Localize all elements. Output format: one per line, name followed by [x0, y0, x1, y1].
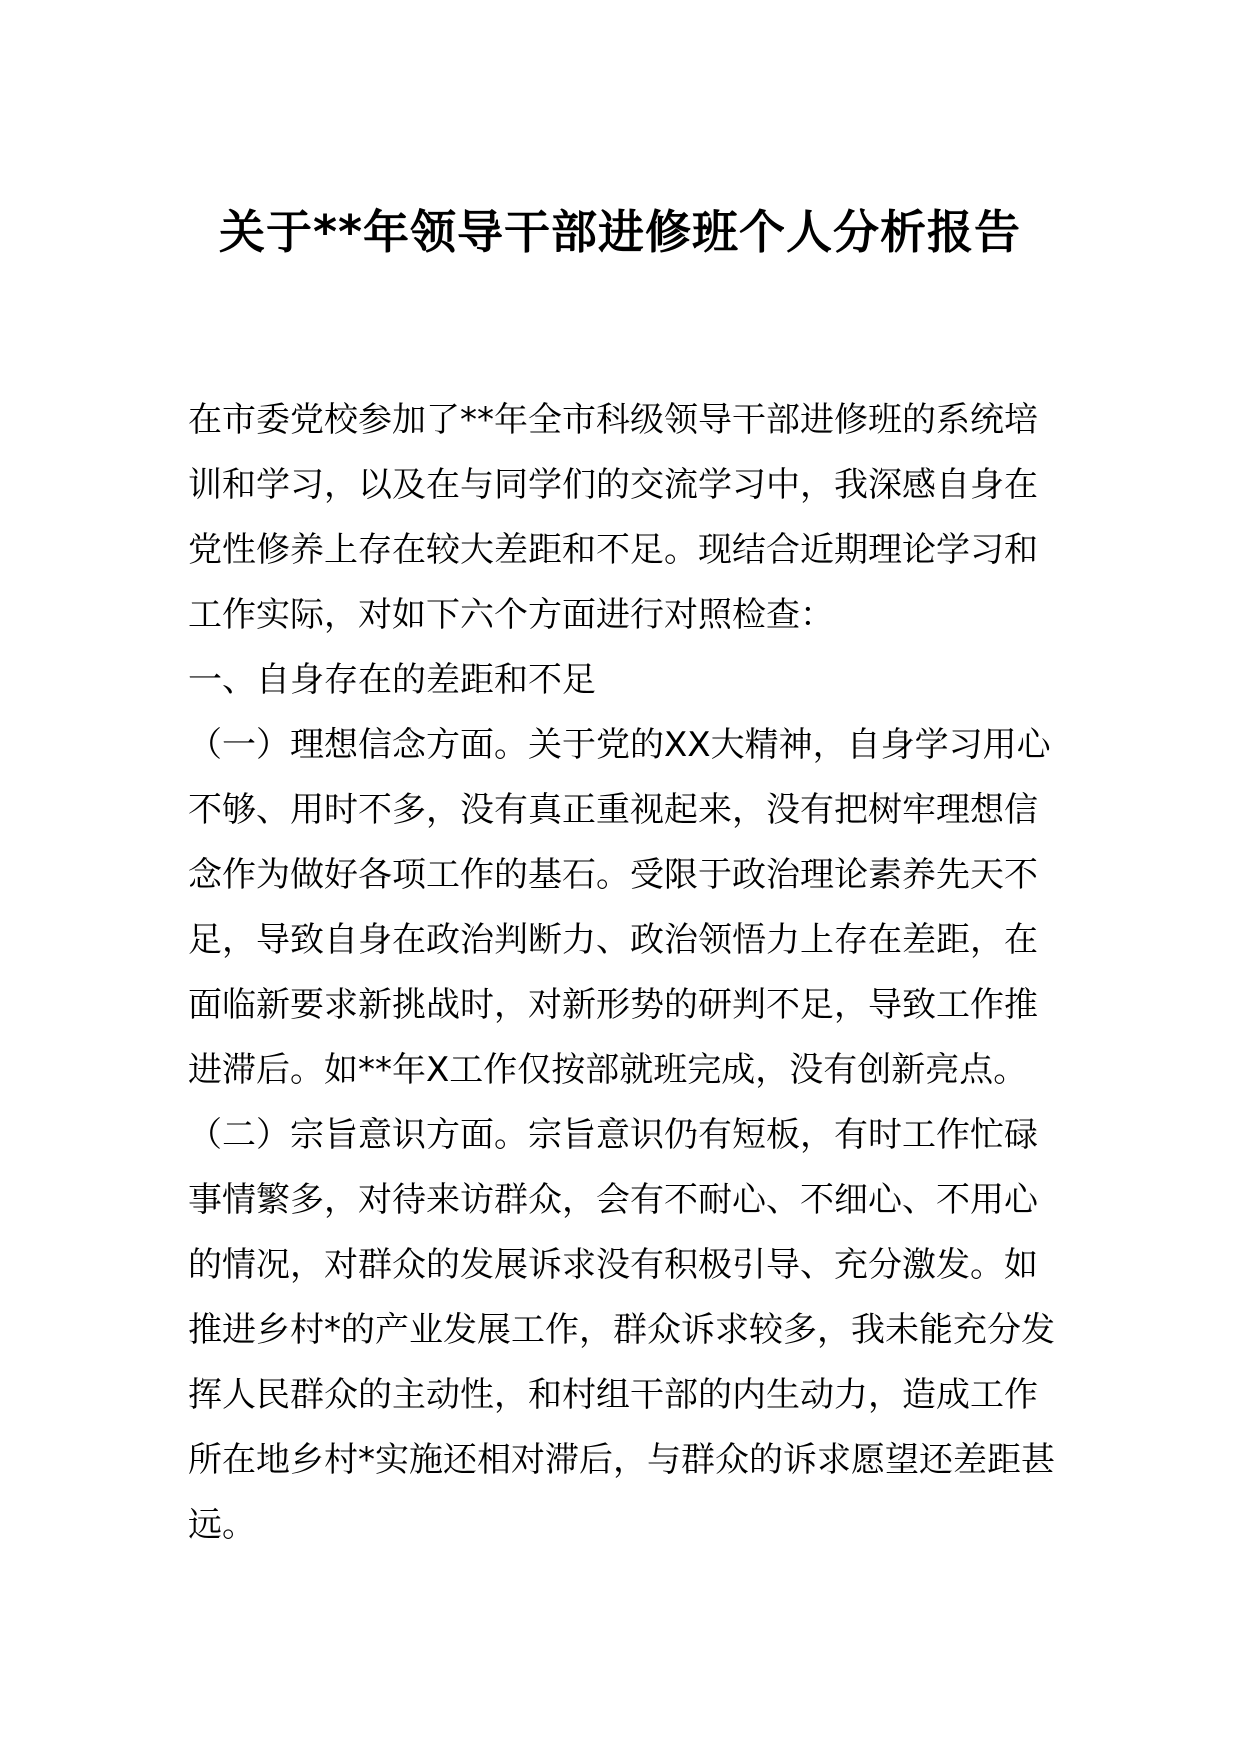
section-heading: 一、自身存在的差距和不足: [188, 660, 596, 700]
text-line: 训和学习，以及在与同学们的交流学习中，我深感自身在: [188, 465, 1038, 505]
text-line: 挥人民群众的主动性，和村组干部的内生动力，造成工作: [188, 1375, 1038, 1415]
document-title: 关于**年领导干部进修班个人分析报告: [218, 205, 1022, 259]
text-line: 面临新要求新挑战时，对新形势的研判不足，导致工作推: [188, 985, 1038, 1025]
document-body: [188, 388, 1058, 1558]
text-line: 在市委党校参加了**年全市科级领导干部进修班的系统培: [188, 400, 1038, 440]
text-line: 远。: [188, 1505, 256, 1545]
text-line: （二）宗旨意识方面。宗旨意识仍有短板，有时工作忙碌: [188, 1115, 1038, 1155]
text-line: 的情况，对群众的发展诉求没有积极引导、充分激发。如: [188, 1245, 1038, 1285]
text-line: 党性修养上存在较大差距和不足。现结合近期理论学习和: [188, 530, 1038, 570]
text-line: （一）理想信念方面。关于党的XX大精神，自身学习用心: [188, 725, 1051, 765]
text-line: 念作为做好各项工作的基石。受限于政治理论素养先天不: [188, 855, 1038, 895]
text-line: 工作实际，对如下六个方面进行对照检查：: [188, 595, 834, 635]
text-line: 不够、用时不多，没有真正重视起来，没有把树牢理想信: [188, 790, 1038, 830]
text-line: 足，导致自身在政治判断力、政治领悟力上存在差距，在: [188, 920, 1038, 960]
text-line: 推进乡村*的产业发展工作，群众诉求较多，我未能充分发: [188, 1310, 1055, 1350]
text-line: 进滞后。如**年X工作仅按部就班完成，没有创新亮点。: [188, 1050, 1028, 1090]
text-line: 所在地乡村*实施还相对滞后，与群众的诉求愿望还差距甚: [188, 1440, 1055, 1480]
text-line: 事情繁多，对待来访群众，会有不耐心、不细心、不用心: [188, 1180, 1038, 1220]
